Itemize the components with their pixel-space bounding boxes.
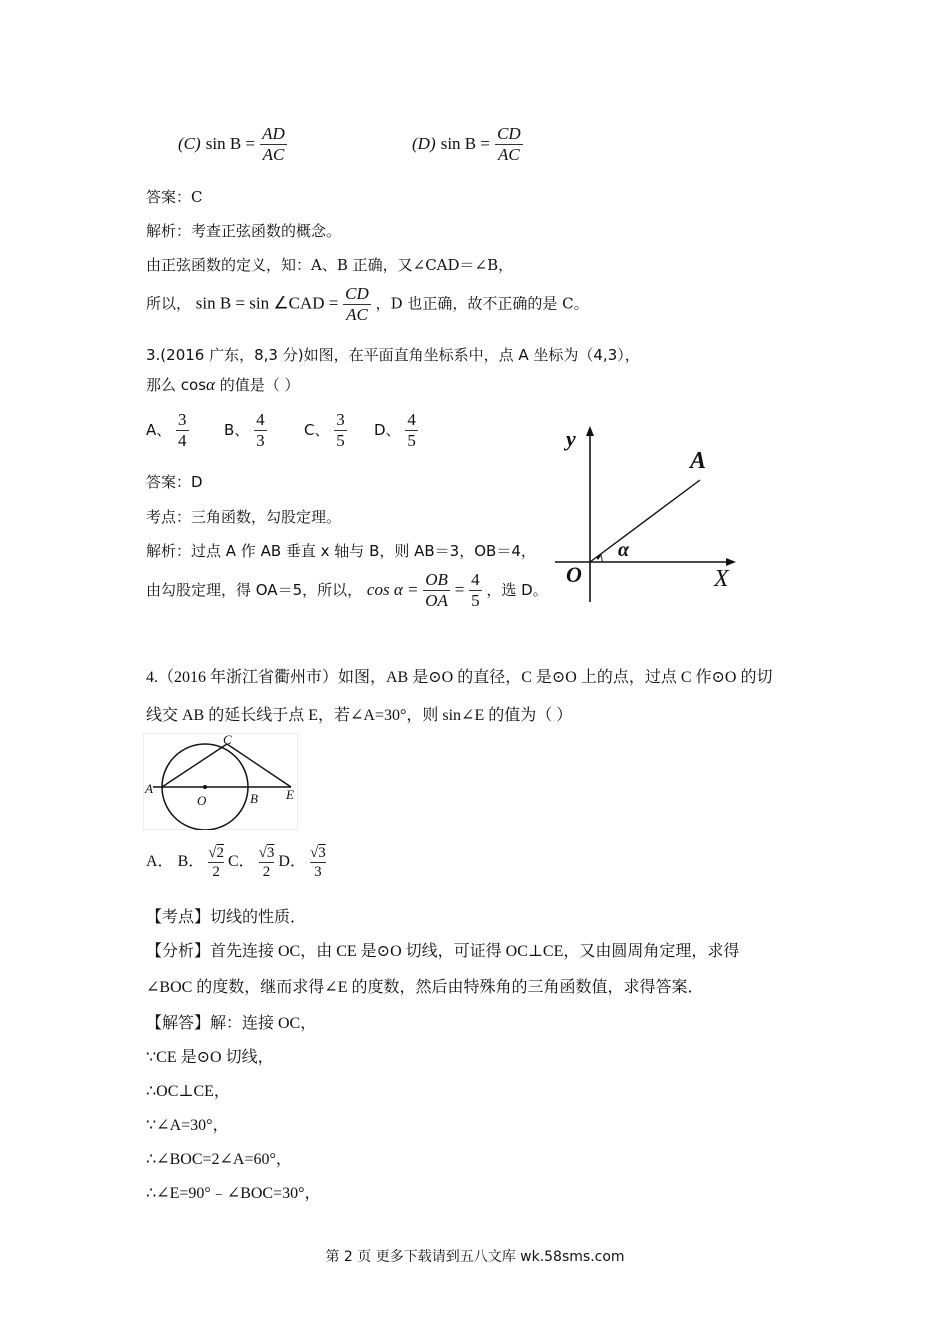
q3-option-b-num: 4 — [256, 410, 265, 429]
q3-option-c — [304, 410, 374, 451]
q3-option-c-fraction — [334, 410, 347, 451]
q3-analysis-2: 由勾股定理，得 OA＝5，所以， cos α = $\frac{OB}{OA}$ = $\frac{4}{5}$ ，选 D。 — [146, 570, 548, 610]
q4-step: ∵∠A=30°， — [146, 1117, 229, 1134]
q2-option-c — [178, 124, 287, 165]
q4-stem-1: 4.（2016 年浙江省衢州市）如图，AB 是⊙O 的直径，C 是⊙O 上的点，过点 C 作⊙O 的切 — [146, 669, 773, 686]
q3-analysis-2-num-1: OB — [425, 570, 448, 589]
q2-analysis-3-den: AC — [343, 304, 371, 325]
q4-fenxi-2: ∠BOC 的度数，继而求得∠E 的度数，然后由特殊角的三角函数值，求得答案． — [146, 979, 704, 996]
q4-option-c-den: 2 — [259, 862, 275, 881]
q4-option-d-num: √3 — [309, 845, 326, 861]
q2-answer: 答案：C — [146, 188, 203, 206]
q3-stem-2 — [146, 374, 300, 395]
q3-analysis-2-num-2: 4 — [471, 570, 480, 589]
q4-option-c-fraction — [259, 844, 275, 881]
q2-option-c-num: AD — [262, 124, 285, 143]
q3-option-a-num: 3 — [178, 410, 187, 429]
q4-option-c-num: √3 — [258, 845, 275, 861]
q4-stem-2: 线交 AB 的延长线于点 E，若∠A=30°，则 sin∠E 的值为（ ） — [146, 707, 573, 724]
q3-analysis-1: 解析：过点 A 作 AB 垂直 x 轴与 B，则 AB＝3，OB＝4， — [146, 542, 536, 560]
q3-analysis-2-fraction-1 — [423, 570, 450, 611]
q3-option-d — [374, 410, 418, 451]
q4-option-d-fraction — [310, 844, 326, 881]
q3-option-d-den: 5 — [407, 431, 416, 450]
q4-option-b-den: 2 — [208, 862, 224, 881]
q4-jieda: 【解答】解：连接 OC， — [146, 1015, 317, 1032]
q3-figure-y-arrow-icon — [586, 426, 594, 436]
q3-option-d-num: 4 — [407, 410, 416, 429]
q3-option-b — [224, 410, 304, 451]
q4-option-b-fraction — [208, 844, 224, 881]
q4-option-b: B． — [177, 853, 205, 871]
q4-option-d: D． — [278, 853, 306, 871]
q4-options — [146, 844, 326, 881]
q2-analysis-3-num: CD — [345, 284, 369, 303]
q3-stem-1: 3.(2016 广东，8,3 分)如图，在平面直角坐标系中，点 A 坐标为（4,3）， — [146, 346, 640, 364]
q3-analysis-2-fraction-2 — [469, 570, 482, 611]
q4-figure-label-b: B — [250, 791, 258, 806]
q4-option-b-num: √2 — [208, 845, 224, 861]
q4-fenxi-1: 【分析】首先连接 OC，由 CE 是⊙O 切线，可证得 OC⊥CE，又由圆周角定理，求得 — [146, 943, 740, 960]
q3-analysis-2-math: cos α = — [366, 580, 419, 599]
q3-stem-2-alpha: α — [206, 375, 215, 394]
q4-option-c: C． — [227, 853, 255, 871]
q4-option-b-root: 2 — [216, 845, 224, 861]
q3-option-a-fraction — [176, 410, 189, 451]
q4-step: ∵CE 是⊙O 切线， — [146, 1049, 274, 1066]
q3-analysis-2-den-1: OA — [425, 591, 448, 610]
q4-figure-label-c: C — [223, 733, 232, 747]
q2-analysis-3-pre: 所以， — [146, 294, 192, 313]
q2-option-c-label: (C) — [178, 134, 201, 153]
q3-answer: 答案：D — [146, 473, 203, 491]
q3-options — [146, 410, 418, 451]
q3-option-b-fraction — [254, 410, 267, 451]
q3-option-c-label: C、 — [304, 421, 330, 439]
q3-analysis-2-den-2: 5 — [471, 591, 480, 610]
q2-option-d — [412, 124, 523, 165]
q3-option-a-den: 4 — [178, 431, 187, 450]
q3-point: 考点：三角函数，勾股定理。 — [146, 508, 342, 526]
q4-option-c-root: 3 — [266, 845, 275, 861]
q4-figure-label-o: O — [197, 793, 207, 808]
q2-option-c-fraction — [260, 124, 287, 165]
q2-analysis-3-post: ，D 也正确，故不正确的是 C。 — [375, 294, 589, 313]
q2-analysis-3-math: sin B = sin ∠CAD = — [195, 293, 339, 313]
q3-analysis-2-post: ，选 D。 — [486, 581, 548, 599]
q3-figure-oa-line — [590, 480, 700, 562]
q4-option-d-den: 3 — [310, 862, 326, 881]
q3-option-b-den: 3 — [256, 431, 265, 450]
q3-analysis-2-pre: 由勾股定理，得 OA＝5，所以， — [146, 581, 363, 599]
q3-figure-x-arrow-icon — [726, 558, 736, 566]
q3-figure-label-y: y — [566, 426, 576, 451]
q3-option-c-num: 3 — [336, 410, 345, 429]
q3-figure-label-a: A — [690, 448, 707, 474]
q3-option-c-den: 5 — [336, 431, 345, 450]
q2-option-c-lhs: sin B = — [205, 134, 256, 153]
q4-option-a: A． — [146, 853, 174, 871]
q3-stem-2-pre: 那么 cos — [146, 376, 207, 394]
q2-option-d-den: AC — [495, 144, 523, 165]
q4-figure-label-e: E — [286, 787, 294, 802]
q4-step: ∴∠BOC=2∠A=60°， — [146, 1151, 292, 1168]
q3-option-a — [146, 410, 224, 451]
q3-option-d-fraction — [405, 410, 418, 451]
q3-figure-label-o: O — [566, 562, 582, 587]
q2-option-d-lhs: sin B = — [440, 134, 490, 153]
q2-analysis-3-fraction — [343, 284, 371, 325]
q2-analysis-1: 解析：考查正弦函数的概念。 — [146, 222, 342, 240]
q4-figure — [143, 733, 298, 830]
q3-figure-label-x: X — [714, 566, 729, 592]
q3-option-b-label: B、 — [224, 421, 250, 439]
q4-figure-label-a: A — [145, 781, 153, 796]
q2-option-c-den: AC — [260, 144, 287, 165]
q3-stem-2-post: 的值是（ ） — [214, 376, 300, 394]
q2-option-d-fraction — [495, 124, 523, 165]
q2-analysis-3 — [146, 284, 589, 325]
q3-figure-label-alpha: α — [618, 539, 630, 561]
q3-figure — [550, 420, 750, 605]
page-footer: 第 2 页 更多下载请到五八文库 wk.58sms.com — [325, 1249, 625, 1265]
q3-option-a-label: A、 — [146, 421, 172, 439]
q4-step: ∴OC⊥CE， — [146, 1083, 230, 1100]
q4-kaodian: 【考点】切线的性质． — [146, 909, 307, 926]
q2-option-d-num: CD — [497, 124, 521, 143]
q3-option-d-label: D、 — [374, 421, 401, 439]
q4-option-d-root: 3 — [318, 845, 326, 861]
q4-figure-center-dot — [203, 785, 207, 789]
q2-analysis-2: 由正弦函数的定义，知：A、B 正确，又∠CAD＝∠B， — [146, 256, 514, 274]
q4-step: ∴∠E=90°﹣∠BOC=30°， — [146, 1185, 321, 1202]
q2-option-d-label: (D) — [412, 134, 436, 153]
